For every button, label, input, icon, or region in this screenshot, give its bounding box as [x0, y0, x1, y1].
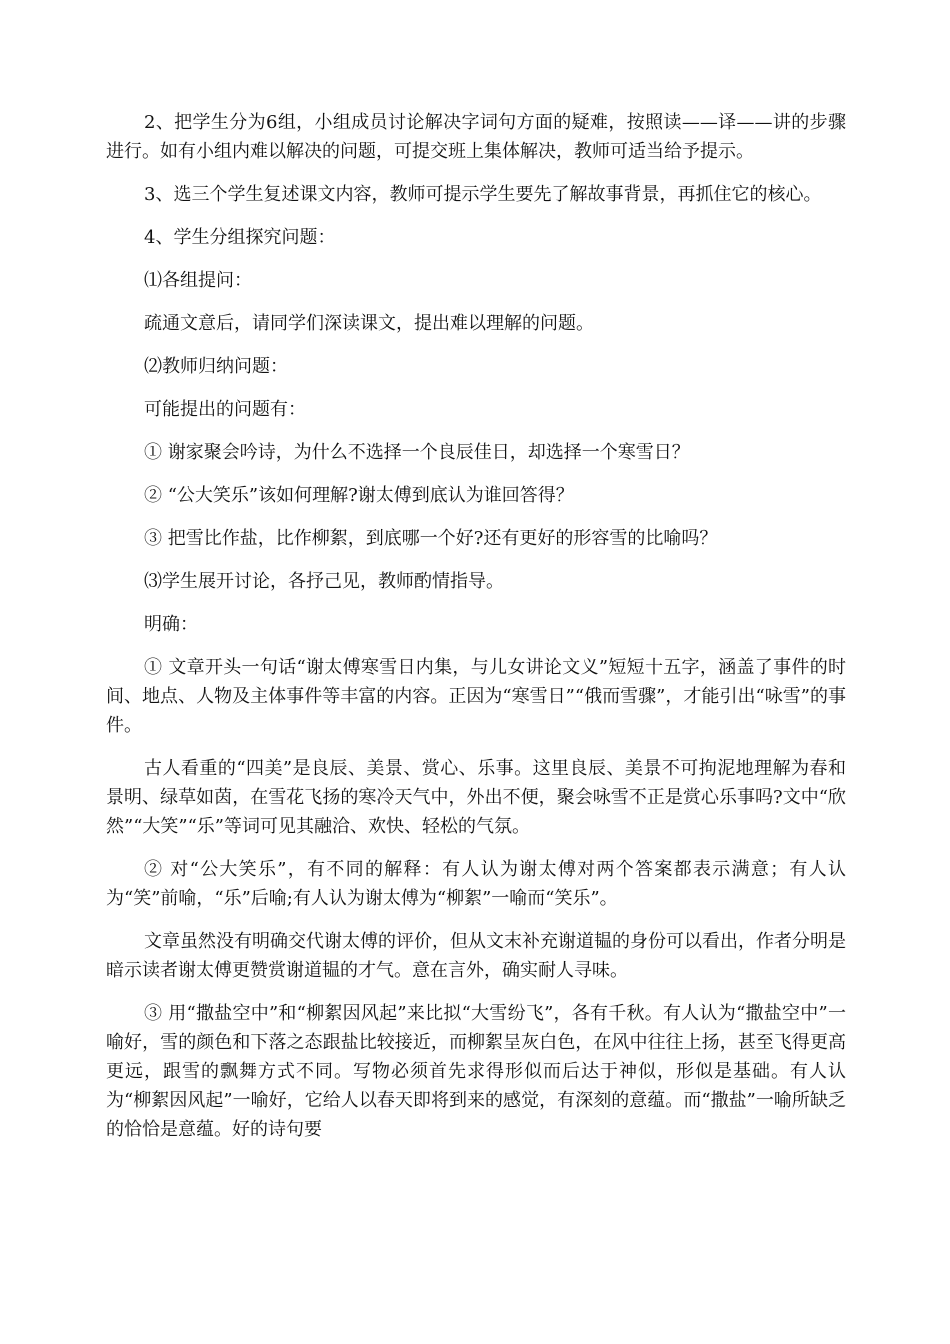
answer-item-2: ② 对“公大笑乐”，有不同的解释：有人认为谢太傅对两个答案都表示满意；有人认为“笑”前喻，“乐”后喻;有人认为谢太傅为“柳絮”一喻而“笑乐”。 [106, 859, 846, 909]
question-item-2: ② “公大笑乐”该如何理解?谢太傅到底认为谁回答得？ [144, 485, 574, 506]
paragraph-discussion: ⑶学生展开讨论，各抒己见，教师酌情指导。 [144, 571, 504, 592]
paragraph-clarify-heading: 明确： [144, 614, 198, 635]
paragraph-step-3: 3、选三个学生复述课文内容，教师可提示学生要先了解故事背景，再抓住它的核心。 [144, 184, 822, 205]
paragraph-group-questions: ⑴各组提问： [144, 270, 252, 291]
paragraph-possible-questions: 可能提出的问题有： [144, 399, 306, 420]
answer-item-1: ① 文章开头一句话“谢太傅寒雪日内集，与儿女讲论文义”短短十五字，涵盖了事件的时间、地点、人物及主体事件等丰富的内容。正因为“寒雪日”“俄而雪骤”，才能引出“咏雪”的事件。 [106, 657, 846, 736]
paragraph-author-implication: 文章虽然没有明确交代谢太傅的评价，但从文末补充谢道韫的身份可以看出，作者分明是暗示读者谢太傅更赞赏谢道韫的才气。意在言外，确实耐人寻味。 [106, 931, 846, 981]
paragraph-step-2: 2、把学生分为6组，小组成员讨论解决字词句方面的疑难，按照读——译——讲的步骤进行。如有小组内难以解决的问题，可提交班上集体解决，教师可适当给予提示。 [106, 112, 846, 162]
document-page [106, 108, 846, 1158]
question-item-3: ③ 把雪比作盐，比作柳絮，到底哪一个好?还有更好的形容雪的比喻吗？ [144, 528, 718, 549]
paragraph-four-beauties: 古人看重的“四美”是良辰、美景、赏心、乐事。这里良辰、美景不可拘泥地理解为春和景明、绿草如茵，在雪花飞扬的寒冷天气中，外出不便，聚会咏雪不正是赏心乐事吗?文中“欣然”“大笑”“乐”等词可见其融洽、欢快、轻松的气氛。 [106, 758, 846, 837]
paragraph-step-4: 4、学生分组探究问题： [144, 227, 336, 248]
answer-item-3: ③ 用“撒盐空中”和“柳絮因风起”来比拟“大雪纷飞”，各有千秋。有人认为“撒盐空中”一喻好，雪的颜色和下落之态跟盐比较接近，而柳絮呈灰白色，在风中往往上扬，甚至飞得更高更远，跟雪的飘舞方式不同。写物必须首先求得形似而后达于神似，形似是基础。有人认为“柳絮因风起”一喻好，它给人以春天即将到来的感觉，有深刻的意蕴。而“撒盐”一喻所缺乏的恰恰是意蕴。好的诗句要 [106, 1003, 846, 1140]
question-item-1: ① 谢家聚会吟诗，为什么不选择一个良辰佳日，却选择一个寒雪日？ [144, 442, 690, 463]
paragraph-deep-reading: 疏通文意后，请同学们深读课文，提出难以理解的问题。 [144, 313, 594, 334]
paragraph-teacher-summary: ⑵教师归纳问题： [144, 356, 288, 377]
